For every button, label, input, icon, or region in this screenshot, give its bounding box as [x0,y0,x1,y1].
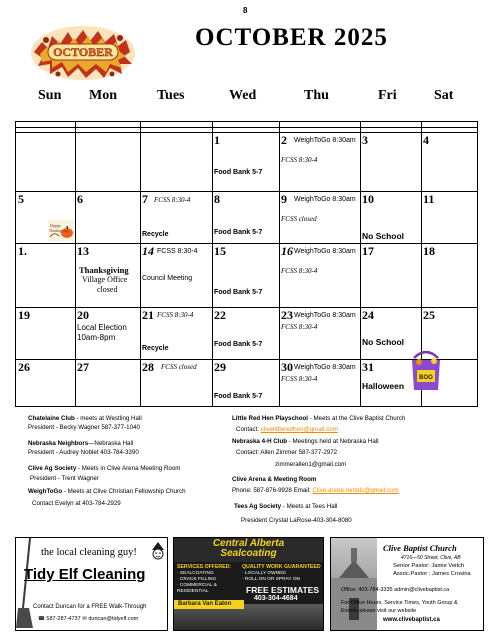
day-number: 29 [214,360,226,374]
ad-name-line: Central Alberta [212,538,285,549]
event-weightogo: WeighToGo 8:30am [294,364,356,371]
page-number: 8 [243,6,248,15]
day-number: 8 [214,192,220,206]
event-food-bank: Food Bank 5-7 [214,341,263,348]
elf-face-icon [150,542,166,562]
tees-ag-society-info [234,504,337,510]
thanksgiving-card-line: Thanksgiving [49,229,69,233]
ad-contact-text: Contact Duncan for a FREE Walk-Through [33,604,147,610]
day-number: 20 [77,308,89,322]
ad-name-line: Sealcoating [220,548,277,559]
org-meeting: - Meets in Clive Arena Meeting Room [76,465,181,472]
day-number: 25 [423,308,435,322]
calendar-day-cell [360,359,433,408]
nebraska-4h-info [232,439,379,445]
event-fcss: FCSS 8:30-4 [281,156,318,164]
day-number: 26 [18,360,30,374]
org-meeting: - Meetings held at Nebraska Hall [287,438,379,445]
org-name: Little Red Hen Playschool [232,415,308,422]
day-number: 11 [423,192,435,206]
calendar-day-cell [75,307,140,359]
event-closed: closed [97,285,118,294]
day-number: 18 [423,244,435,258]
day-number: 13 [77,244,89,258]
weekday-label: Fri [378,88,397,103]
org-name: WeighToGo [28,488,63,495]
calendar-day-cell [360,243,421,307]
chatelaine-club-info [28,416,142,422]
calendar-grid [15,121,478,407]
day-number: 3 [362,133,368,147]
calendar-day-cell [279,359,360,408]
calendar-day-cell [279,307,360,359]
calendar-day-cell [212,191,279,243]
org-meeting: - Meets at Clive Christian Fellowship Church [62,488,186,495]
day-number: 16 [281,244,293,258]
calendar-day-cell [75,243,140,307]
org-contact: Contact Evelyn at 403-784-2929 [32,500,121,507]
clive-ag-society-info [28,466,180,472]
ad-business-name: Clive Baptist Church [383,543,457,553]
org-meeting: - Meets at Tees Hall [281,503,338,510]
day-number: 7 [142,192,148,206]
org-name: Nebraska Neighbors [28,440,89,447]
calendar-day-cell [421,243,479,307]
calendar-day-cell [140,307,212,359]
event-weightogo: WeighToGo 8:30am [294,137,356,144]
banner-text: OCTOBER [53,45,113,59]
church-office-contact[interactable]: Office: 403-784-3335 admin@clivebaptist.ca [341,587,450,593]
calendar-day-cell [75,359,140,408]
ad-phone[interactable]: 587-287-4737 [46,616,81,622]
org-meeting: - meets at Westling Hall [74,415,142,422]
org-name: Chatelaine Club [28,415,75,422]
church-hours-text: For Office Hours, Service Times, Youth Group & [341,600,458,606]
clive-arena-info [232,477,316,483]
arena-email-link[interactable]: Clive.arena.rentals@gmail.com [312,487,399,494]
sealcoating-ad[interactable] [173,537,324,631]
day-number: 14 [142,244,154,258]
weekday-label: Sat [434,88,454,103]
day-number: 23 [281,308,293,322]
ad-services-list [177,571,217,595]
thanksgiving-card-line: Happy [50,223,61,228]
org-contact: President - Trent Wagner [30,475,99,482]
broom-icon [16,538,34,630]
weekday-label: Sun [38,88,62,103]
day-number: 6 [77,192,83,206]
day-number: 2 [281,133,287,147]
event-weightogo: WeighToGo 8:30am [294,248,356,255]
event-fcss: FCSS 8:30-4 [281,267,318,275]
calendar-day-cell [279,243,360,307]
org-contact [236,427,338,433]
calendar-day-cell [360,132,421,191]
calendar-day-cell [16,243,75,307]
october-leaf-banner [28,22,138,84]
weekday-label: Thu [304,88,329,103]
event-fcss-closed: FCSS closed [161,363,197,371]
grid-line [16,127,477,128]
tidy-elf-cleaning-ad[interactable] [15,537,168,631]
ad-free-estimates: FREE ESTIMATES [246,585,320,595]
event-election-time: 10am-8pm [77,333,116,342]
event-recycle: Recycle [142,231,169,238]
day-number: 24 [362,308,374,322]
event-local-election: Local Election [77,323,127,332]
day-number: 9 [281,192,287,206]
event-council-meeting: Council Meeting [142,275,193,282]
org-meeting: - Meets at the Clive Baptist Church [307,415,406,422]
halloween-bag-icon [408,348,444,392]
weekday-header [15,88,478,108]
calendar-day-cell [16,191,75,243]
ad-tagline: the local cleaning guy! [41,547,137,558]
service-item: · CRACK FILLING [177,577,217,582]
event-village-office: Village Office [82,275,128,284]
event-food-bank: Food Bank 5-7 [214,393,263,400]
weekday-label: Tues [157,88,185,103]
day-number: 27 [77,360,89,374]
calendar-day-cell [140,191,212,243]
org-name: Clive Ag Society [28,465,77,472]
calendar-day-cell [360,191,421,243]
weekday-label: Mon [89,88,117,103]
ad-quality-title: QUALITY WORK GUARANTEED [242,564,321,570]
event-food-bank: Food Bank 5-7 [214,169,263,176]
thanksgiving-card-icon [48,217,74,242]
event-food-bank: Food Bank 5-7 [214,289,263,296]
playschool-info [232,416,405,422]
org-email[interactable]: zimmerallen1@gmail.com [275,461,347,468]
event-no-school: No School [362,231,405,241]
ad-quality-list [242,571,300,583]
org-name: Tees Ag Society [234,503,282,510]
day-number: 10 [362,192,374,206]
calendar-day-cell [279,191,360,243]
org-contact: President Crystal LaRose-403-304-8080 [241,517,352,524]
calendar-day-cell [16,307,75,359]
event-weightogo: WeighToGo 8:30am [294,196,356,203]
event-no-school: No School [362,337,405,347]
day-number: 28 [142,360,154,374]
email-icon: ✉ [82,616,87,622]
autumn-leaves-icon [28,22,138,84]
event-fcss: FCSS 8:30-4 [154,196,191,204]
day-number: 21 [142,308,154,322]
event-halloween: Halloween [362,381,405,391]
calendar-day-cell [421,132,479,191]
event-weightogo: WeighToGo 8:30am [294,312,356,319]
church-photo [331,538,377,630]
calendar-day-cell [279,132,360,191]
event-recycle: Recycle [142,345,169,352]
calendar-day-cell [212,307,279,359]
event-fcss: FCSS 8:30-4 [157,311,194,319]
church-hours-text: Events please visit our website [341,608,417,614]
org-contact: President - Becky Wagner 587-377-1040 [28,424,140,431]
day-number: 5 [18,192,24,206]
church-website-link[interactable]: www.clivebaptist.ca [383,617,440,623]
calendar-day-cell [421,191,479,243]
ad-email[interactable]: duncan@tidyelf.com [88,616,139,622]
boo-text: BOO [419,375,433,381]
day-number: 15 [214,244,226,258]
day-number: 30 [281,360,293,374]
calendar-day-cell [140,243,212,307]
event-fcss: FCSS 8:30-4 [281,375,318,383]
org-meeting: —Nebraska Hall [88,440,134,447]
event-thanksgiving: Thanksgiving [79,265,129,275]
calendar-day-cell [212,132,279,191]
event-fcss: FCSS 8:30-4 [281,323,318,331]
calendar-day-cell [212,359,279,408]
org-name: Nebraska 4-H Club [232,438,288,445]
day-number: 1. [18,244,27,258]
org-contact [232,488,399,494]
day-number: 22 [214,308,226,322]
event-fcss-closed: FCSS closed [281,215,317,223]
day-number: 4 [423,133,429,147]
weightogo-info [28,489,186,495]
nebraska-neighbors-info [28,441,133,447]
quality-item: · LOCALLY OWNED [242,571,286,576]
day-number: 19 [18,308,30,322]
event-fcss: FCSS 8:30-4 [157,248,198,255]
calendar-day-cell [140,359,212,408]
org-name: Clive Arena & Meeting Room [232,476,317,483]
quality-item: · ROLL ON OR SPRAY ON [242,577,301,582]
org-contact: Contact: Allen Zimmer 587-377-2972 [236,449,338,456]
associate-pastor: Assoc.Pastor : James Crosina [393,571,471,577]
service-item: · COMMERCIAL & [177,583,217,588]
day-number: 31 [362,360,374,374]
service-item: · SEALCOATING [177,571,214,576]
day-number: 17 [362,244,374,258]
ad-business-name [174,539,323,559]
arena-phone: Phone: 587-876-9928 Email: [232,487,313,494]
calendar-day-cell [75,191,140,243]
ad-contact-row [38,616,138,622]
calendar-day-cell [212,243,279,307]
ad-services-title: SERVICES OFFERED: [177,564,232,570]
page-title: OCTOBER 2025 [195,24,388,51]
day-number: 1 [214,133,220,147]
phone-icon: ☎ [38,616,45,622]
weekday-label: Wed [229,88,257,103]
clive-baptist-church-ad[interactable] [330,537,484,631]
ad-phone[interactable]: 403-304-4684 [254,595,298,602]
senior-pastor: Senior Pastor: Jamie Veitch [393,563,465,569]
service-item: RESIDENTIAL [177,589,209,594]
calendar-day-cell [16,359,75,408]
ad-business-name: Tidy Elf Cleaning [24,566,146,583]
event-food-bank: Food Bank 5-7 [214,229,263,236]
contact-label: Contact: [236,426,261,433]
org-contact: President - Audrey Noblet 403-784-3390 [28,449,139,456]
ad-owner-name: Barbara Van Eaton [174,600,244,609]
playschool-email-link[interactable]: clivelittleredhen@gmail.com [260,426,338,433]
church-address: 4716—50 Street, Clive, AB [401,555,461,561]
